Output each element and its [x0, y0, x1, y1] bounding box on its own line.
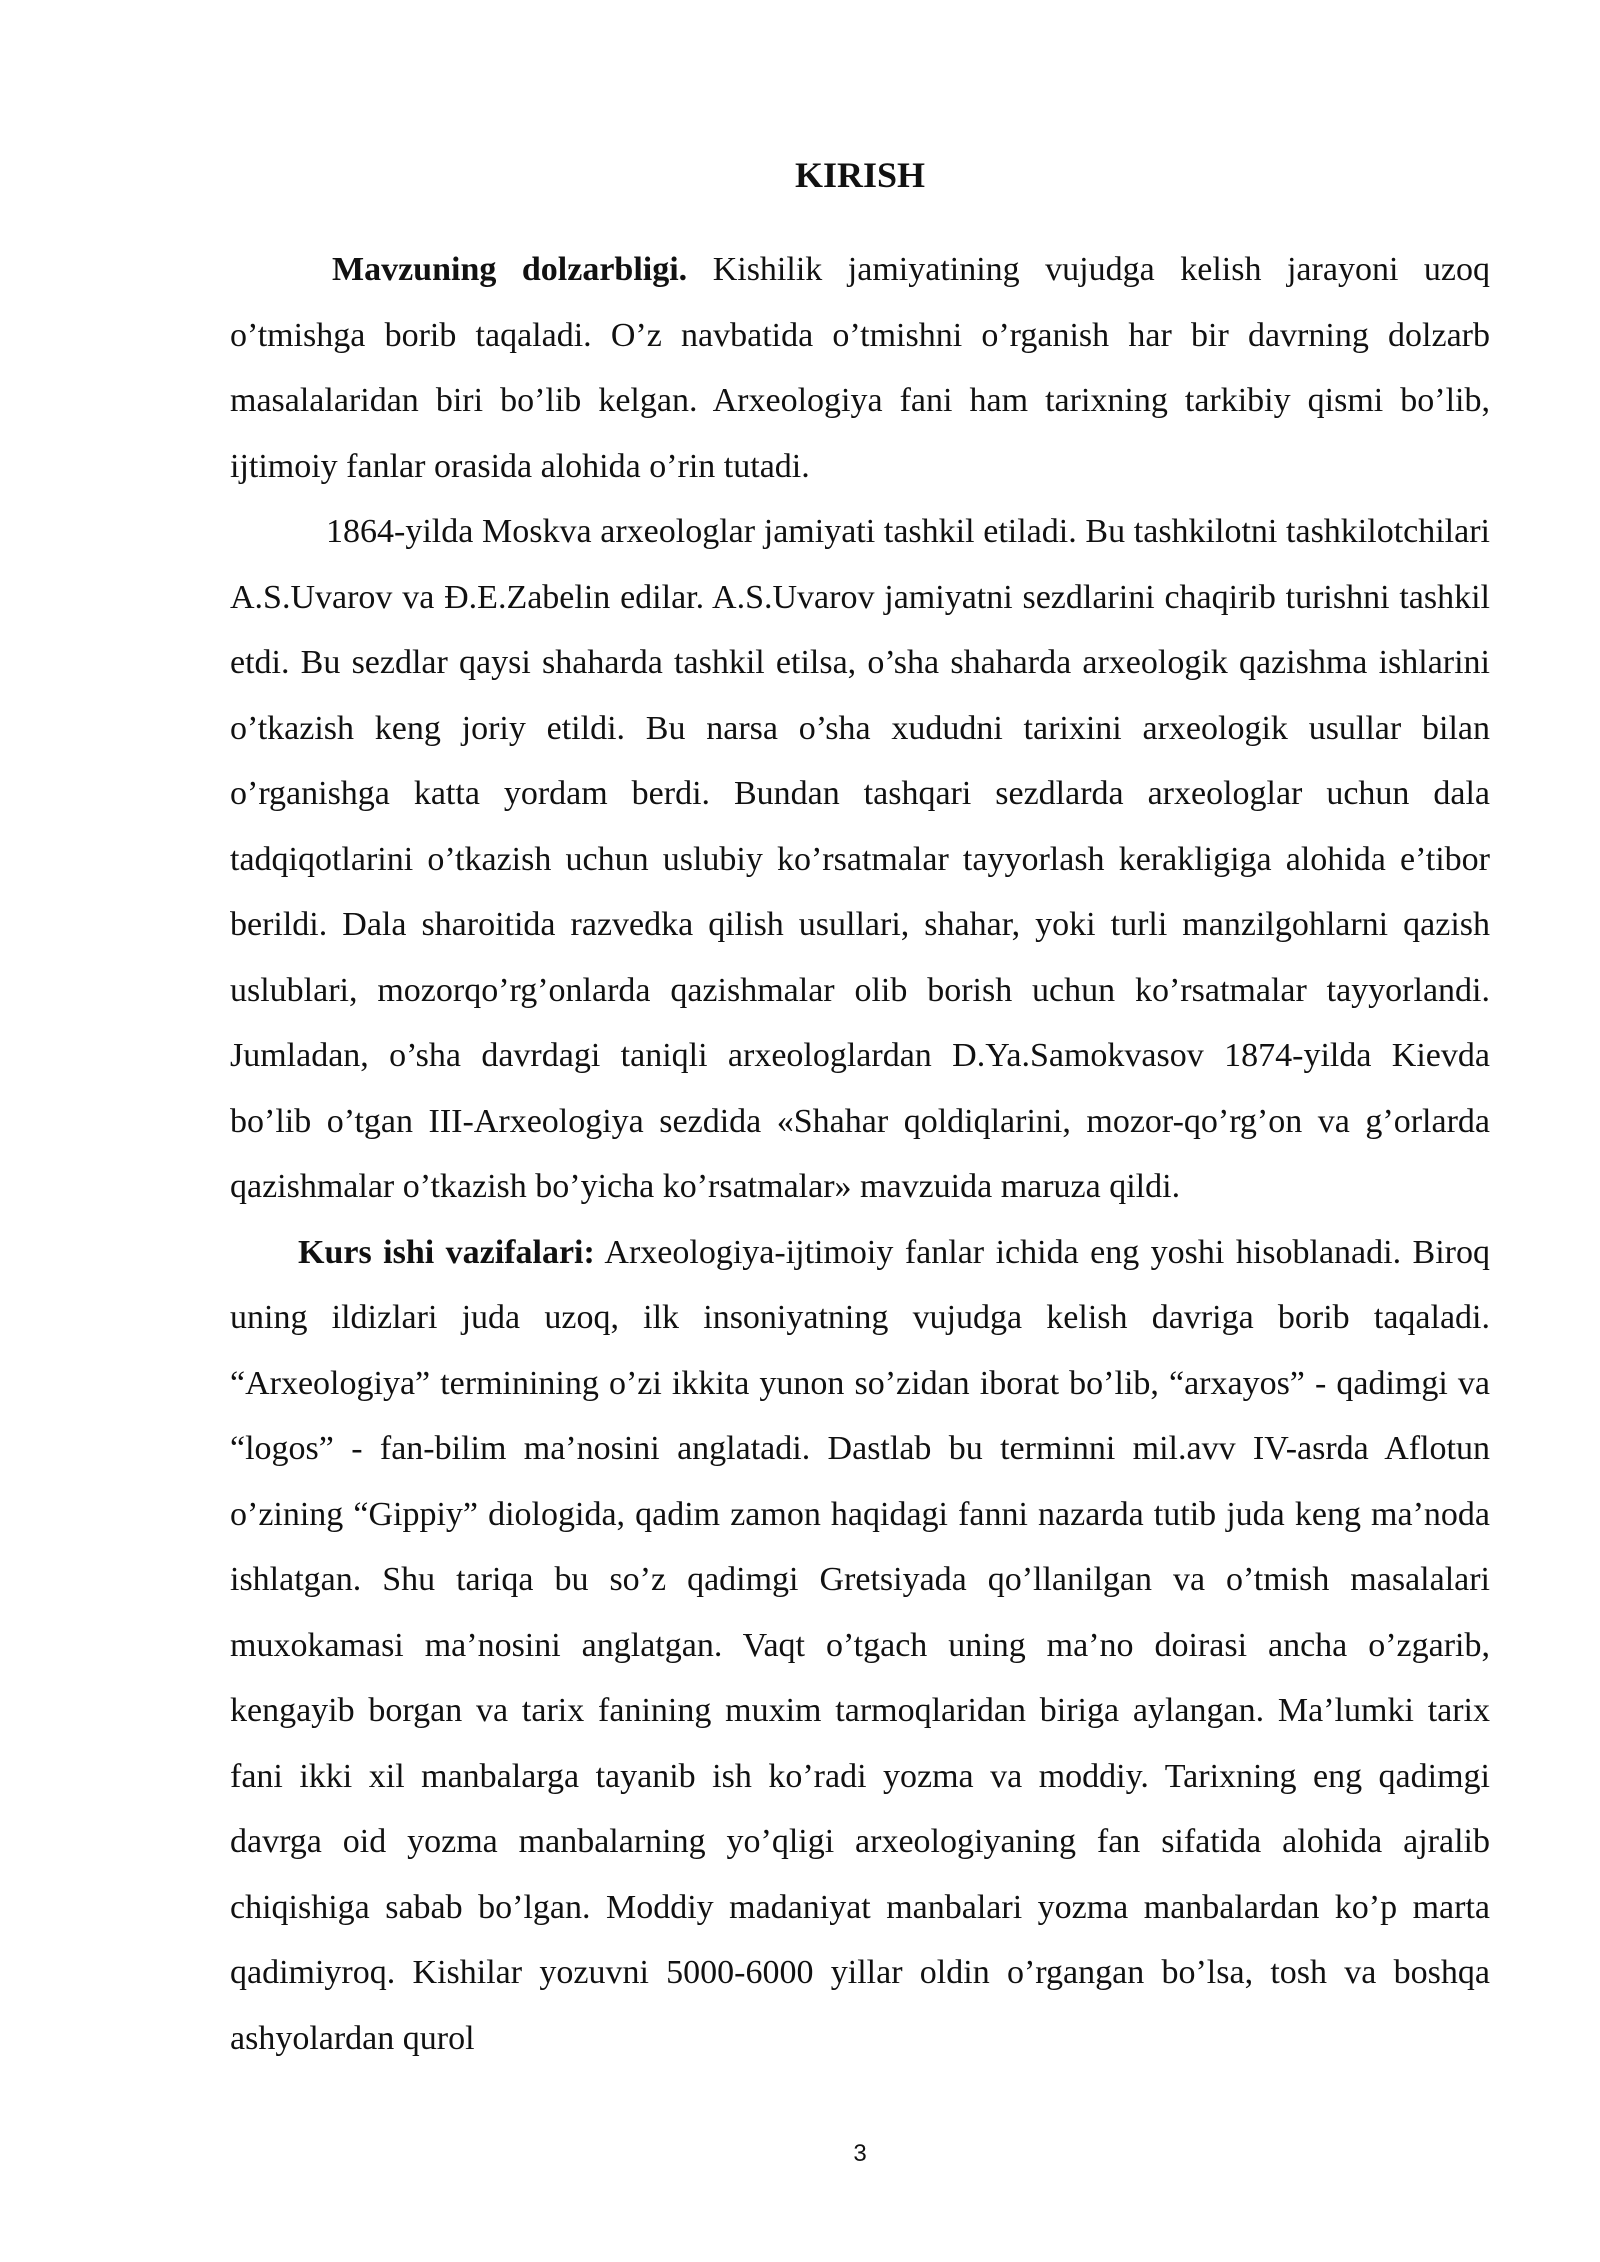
page-number: 3: [853, 2140, 867, 2167]
paragraph-text-course-tasks: Arxeologiya-ijtimoiy fanlar ichida eng yoshi hisoblanadi. Biroq uning ildizlari juda uzoq, ilk insoniyatning vujudga kelish davriga borib taqaladi. “Arxeologiya” terminining o’zi ikkita yunon so’zidan iborat bo’lib, “arxayos” - qadimgi va “logos” - fan-bilim ma’nosini anglatadi. Dastlab bu terminni mil.avv IV-asrda Aflotun o’zining “Gippiy” diologida, qadim zamon haqidagi fanni nazarda tutib juda keng ma’noda ishlatgan. Shu tariqa bu so’z qadimgi Gretsiyada qo’llanilgan va o’tmish masalalari muxokamasi ma’nosini anglatgan. Vaqt o’tgach uning ma’no doirasi ancha o’zgarib, kengayib borgan va tarix fanining muxim tarmoqlaridan biriga aylangan. Ma’lumki tarix fani ikki xil manbalarga tayanib ish ko’radi yozma va moddiy. Tarixning eng qadimgi davrga oid yozma manbalarning yo’qligi arxeologiyaning fan sifatida alohida ajralib chiqishiga sabab bo’lgan. Moddiy madaniyat manbalari yozma manbalardan ko’p marta qadimiyroq. Kishilar yozuvni 5000-6000 yillar oldin o’rgangan bo’lsa, tosh va boshqa ashyolardan qurol: [230, 1233, 1490, 2057]
paragraph-moscow-society: [230, 499, 1490, 1220]
paragraph-text-moscow-society: 1864-yilda Moskva arxeologlar jamiyati tashkil etiladi. Bu tashkilotni tashkilotchilari A.S.Uvarov va Đ.E.Zabelin edilar. A.S.Uvarov jamiyatni sezdlarini chaqirib turishni tashkil etdi. Bu sezdlar qaysi shaharda tashkil etilsa, o’sha shaharda arxeologik qazishma ishlarini o’tkazish keng joriy etildi. Bu narsa o’sha xududni tarixini arxeologik usullar bilan o’rganishga katta yordam berdi. Bundan tashqari sezdlarda arxeologlar uchun dala tadqiqotlarini o’tkazish uchun uslubiy ko’rsatmalar tayyorlash kerakligiga alohida e’tibor berildi. Dala sharoitida razvedka qilish usullari, shahar, yoki turli manzilgohlarni qazish uslublari, mozorqo’rg’onlarda qazishmalar olib borish uchun ko’rsatmalar tayyorlandi. Jumladan, o’sha davrdagi taniqli arxeologlardan D.Ya.Samokvasov 1874-yilda Kievda bo’lib o’tgan III-Arxeologiya sezdida «Shahar qoldiqlarini, mozor-qo’rg’on va g’orlarda qazishmalar o’tkazish bo’yicha ko’rsatmalar» mavzuida maruza qildi.: [230, 513, 1490, 1205]
paragraph-relevance: [230, 237, 1490, 499]
paragraph-text-relevance: Kishilik jamiyatining vujudga kelish jarayoni uzoq o’tmishga borib taqaladi. O’z navbatida o’tmishni o’rganish har bir davrning dolzarb masalalaridan biri bo’lib kelgan. Arxeologiya fani ham tarixning tarkibiy qismi bo’lib, ijtimoiy fanlar orasida alohida o’rin tutadi.: [230, 251, 1491, 485]
paragraph-lead-relevance: Mavzuning dolzarbligi.: [332, 251, 688, 288]
paragraph-course-tasks: [230, 1220, 1490, 2072]
paragraph-lead-course-tasks: Kurs ishi vazifalari:: [298, 1233, 595, 1271]
body-text: [230, 237, 1490, 2071]
page-title: KIRISH: [794, 155, 926, 195]
